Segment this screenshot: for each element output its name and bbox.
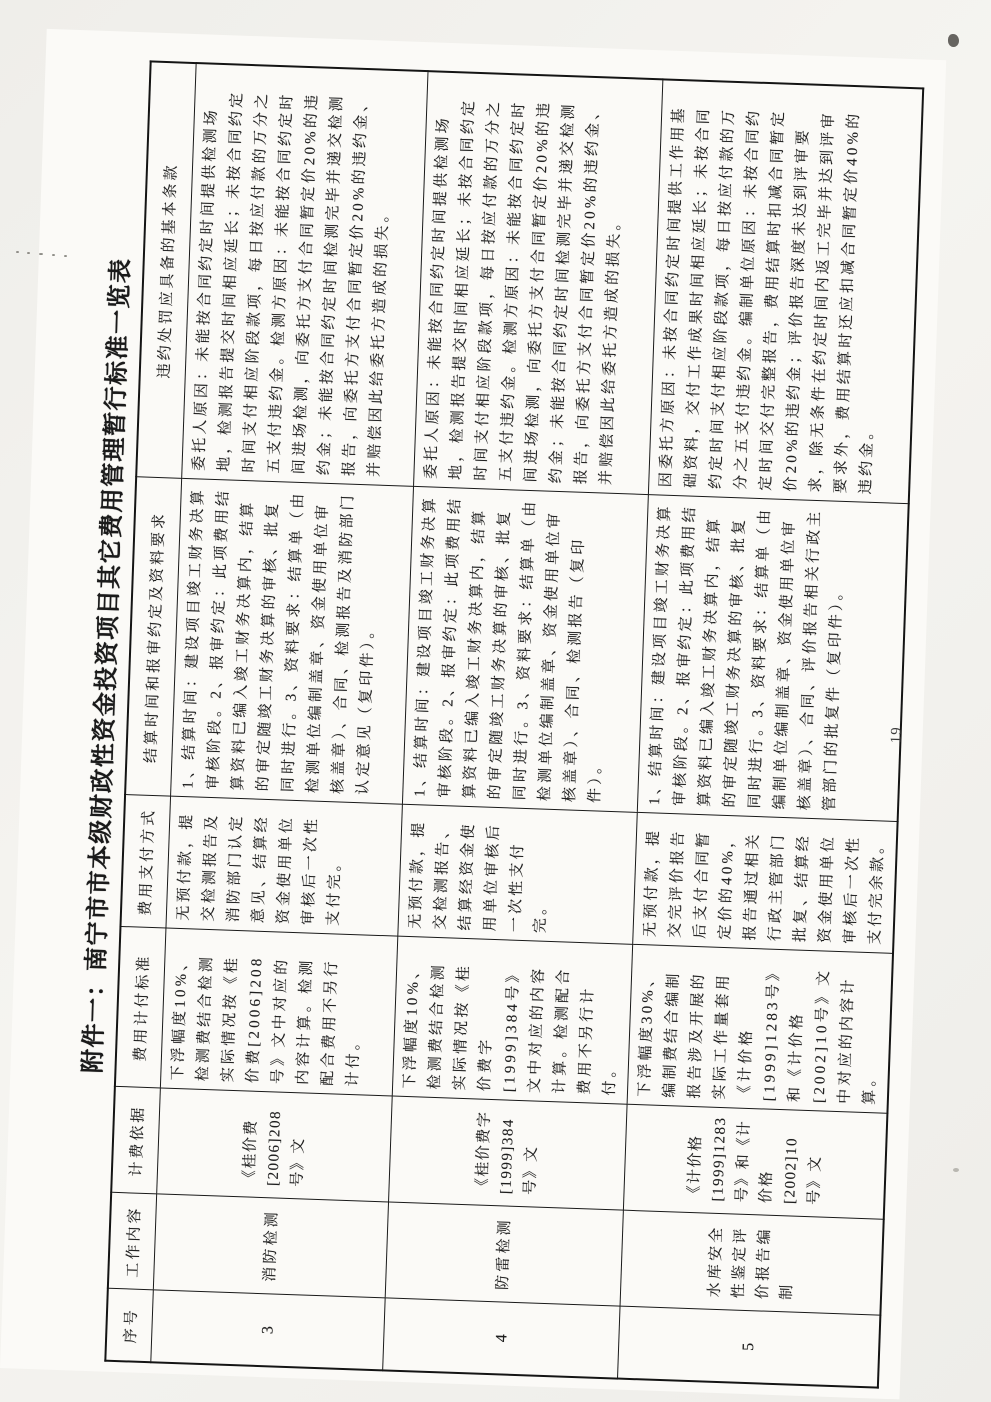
col-header-work-content: 工作内容 <box>108 1193 157 1291</box>
penalty-cell: 委托人原因：未能按合同约定时间提供检测场地，检测报告提交时间相应延长；未按合同约定时间支付相应阶段款项，每日按应付款的万分之五支付违约金。检测方原因：未能按合同约定时间进场检测，向委托方支付合同暂定价20%的违约金；未能按合同约定时间检测完毕并递交检测报告，向委托方支付合同暂定价20%的违约金、并赔偿因此给委托方造成的损失。 <box>414 71 663 495</box>
fee-standard-cell: 下浮幅度10%、检测费结合检测实际情况按《桂价费[2006]208号》文中对应的内容计算。检测配合费用不另行计付。 <box>160 929 397 1097</box>
billing-basis-cell: 《桂价费[2006]208号》文 <box>157 1088 393 1202</box>
col-header-settlement: 结算时间和报审约定及资料要求 <box>125 477 182 796</box>
table-row <box>618 79 924 1387</box>
col-header-fee-standard: 费用计付标准 <box>115 927 166 1088</box>
table-row <box>383 71 663 1378</box>
scan-artifact-blob <box>948 34 959 47</box>
fee-standard-cell: 下浮幅度10%、检测费结合检测实际情况按《桂价费字[1999]384号》文中对应的内容计算。检测配合费用不另行计付。 <box>392 937 632 1105</box>
col-header-seq: 序号 <box>105 1289 153 1363</box>
seq-cell: 3 <box>151 1290 385 1370</box>
scan-artifact-dot <box>16 251 19 253</box>
payment-method-cell: 无预付款，提交检测报告及消防部门认定意见、结算经资金使用单位审核后一次性支付完。 <box>166 797 402 937</box>
table-row <box>151 63 428 1370</box>
penalty-cell: 委托人原因：未能按合同约定时间提供检测场地，检测报告提交时间相应延长；未按合同约定时间支付相应阶段款项，每日按应付款的万分之五支付违约金。检测方原因：未能按合同约定时间进场检测，向委托方支付合同暂定价20%的违约金；未能按合同约定时间检测完毕并递交检测报告，向委托方支付合同暂定价20%的违约金、并赔偿因此给委托方造成的损失。 <box>182 63 428 487</box>
fee-standard-cell: 下浮幅度30%、编制费结合编制报告涉及开展的实际工作量套用《计价格[1999]1283号》和《计价格[2002]10号》文中对应的内容计算。 <box>627 945 893 1114</box>
penalty-cell: 因委托方原因：未按合同约定时间提供工作用基础资料，交付工作成果时间相应延长；未按合同约定时间支付相应阶段款项，每日按应付款的万分之五支付违约金。编制单位原因：未按合同约定时间交付完整报告，费用结算时扣减合同暂定价20%的违约金；评价报告深度未达到评审要求，除无条件在约定时间内返工完毕并达到评审要求外，费用结算时还应扣减合同暂定价40%的违约金。 <box>648 79 923 504</box>
col-header-penalty: 违约处罚应具备的基本条款 <box>136 61 196 478</box>
work-content-cell: 消防检测 <box>153 1194 388 1298</box>
scan-artifact-smudge <box>953 1168 959 1172</box>
document-sheet <box>0 29 946 1400</box>
scan-artifact-dot <box>64 255 67 257</box>
scan-artifact-dot <box>39 253 43 255</box>
document-title: 附件一：南宁市市本级财政性资金投资项目其它费用管理暂行标准一览表 <box>80 257 135 1074</box>
seq-cell: 5 <box>618 1307 881 1388</box>
billing-basis-cell: 《桂价费字[1999]384号》文 <box>389 1097 628 1211</box>
fee-standards-table <box>104 60 924 1388</box>
work-content-cell: 水库安全性鉴定评价报告编制 <box>620 1211 884 1316</box>
scan-artifact-dot <box>52 254 55 256</box>
settlement-cell: 1、结算时间：建设项目竣工财务决算审核阶段。2、报审约定：此项费用结算资料已编入竣工财务决算内，结算的审定随竣工财务决算的审核、批复同时进行。3、资料要求：结算单（由编制单位编制盖章、资金使用单位审核盖章）、合同、评价报告相关行政主管部门的批复件（复印件）。 <box>637 495 908 822</box>
work-content-cell: 防雷检测 <box>385 1202 623 1306</box>
billing-basis-cell: 《计价格[1999]1283号》和《计价格[2002]10号》文 <box>623 1105 887 1220</box>
col-header-payment-method: 费用支付方式 <box>120 795 170 929</box>
settlement-cell: 1、结算时间：建设项目竣工财务决算审核阶段。2、报审约定：此项费用结算资料已编入竣工财务决算内，结算的审定随竣工财务决算的审核、批复同时进行。3、资料要求：结算单（由检测单位编制盖章、资金使用单位审核盖章）、合同、检测报告（复印件）。 <box>402 487 648 813</box>
scan-artifact-dot <box>27 252 30 254</box>
settlement-cell: 1、结算时间：建设项目竣工财务决算审核阶段。2、报审约定：此项费用结算资料已编入竣工财务决算内，结算的审定随竣工财务决算的审核、批复同时进行。3、资料要求：结算单（由检测单位编制盖章、资金使用单位审核盖章）、合同、检测报告及消防部门认定意见（复印件）。 <box>171 479 414 805</box>
payment-method-cell: 无预付款，提交完评价报告后支付合同暂定价的40%，报告通过相关行政主管部门批复、结算经资金使用单位审核后一次性支付完余款。 <box>633 813 898 954</box>
payment-method-cell: 无预付款，提交检测报告、结算经资金使用单位审核后一次性支付完。 <box>398 805 637 945</box>
col-header-billing-basis: 计费依据 <box>111 1087 160 1195</box>
seq-cell: 4 <box>383 1298 620 1378</box>
page-number: 19 <box>888 726 905 744</box>
